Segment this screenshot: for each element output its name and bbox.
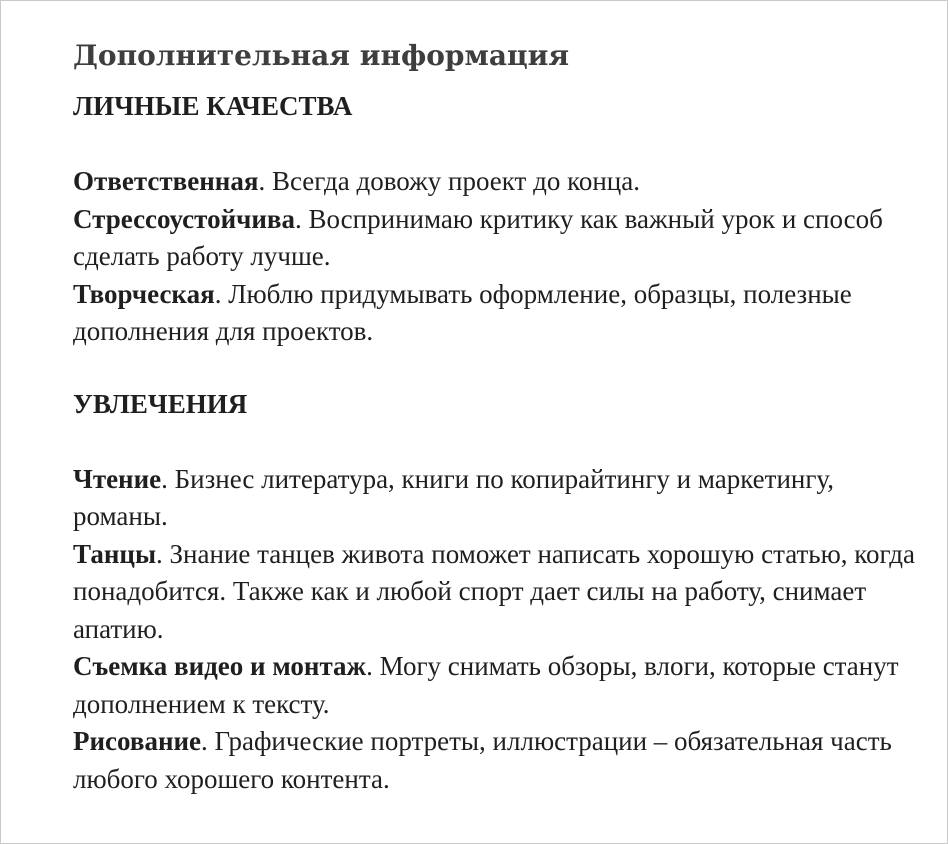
quality-item-responsible [73, 163, 917, 201]
section-heading-personal-qualities: ЛИЧНЫЕ КАЧЕСТВА [73, 91, 353, 121]
hobby-item-reading [73, 461, 917, 536]
entry-text: . Графические портреты, иллюстрации – обязательная часть любого хорошего контента. [73, 726, 892, 794]
entry-text: . Знание танцев живота поможет написать хорошую статью, когда понадобится. Также как и любой спорт дает силы на работу, снимает апатию. [73, 538, 915, 644]
entry-text: . Всегда довожу проект до конца. [258, 166, 640, 196]
entry-term: Танцы [73, 538, 157, 569]
quality-item-creative [73, 276, 917, 351]
hobby-item-video [73, 648, 917, 723]
section-spacer [73, 351, 917, 387]
entry-text: . Воспринимаю критику как важный урок и способ сделать работу лучше. [73, 203, 883, 271]
hobbies-section [73, 387, 917, 799]
personal-qualities-list [73, 163, 917, 351]
page-title: Дополнительная информация [73, 39, 570, 72]
entry-text: . Люблю придумывать оформление, образцы, полезные дополнения для проектов. [73, 278, 852, 346]
entry-text: . Бизнес литература, книги по копирайтингу и маркетингу, романы. [73, 463, 834, 531]
section-heading-hobbies: УВЛЕЧЕНИЯ [73, 388, 248, 419]
hobby-item-dancing [73, 536, 917, 649]
entry-term: Творческая [73, 278, 215, 309]
entry-term: Съемка видео и монтаж [73, 651, 367, 681]
hobbies-list [73, 461, 917, 799]
personal-qualities-section [73, 89, 917, 351]
entry-term: Чтение [73, 463, 162, 494]
hobby-item-drawing [73, 723, 917, 798]
entry-term: Ответственная [73, 166, 259, 196]
entry-text: . Могу снимать обзоры, влоги, которые станут дополнением к тексту. [73, 651, 899, 719]
entry-term: Рисование [73, 726, 202, 756]
quality-item-stress-resistant [73, 201, 917, 276]
entry-term: Стрессоустойчива [73, 203, 295, 234]
